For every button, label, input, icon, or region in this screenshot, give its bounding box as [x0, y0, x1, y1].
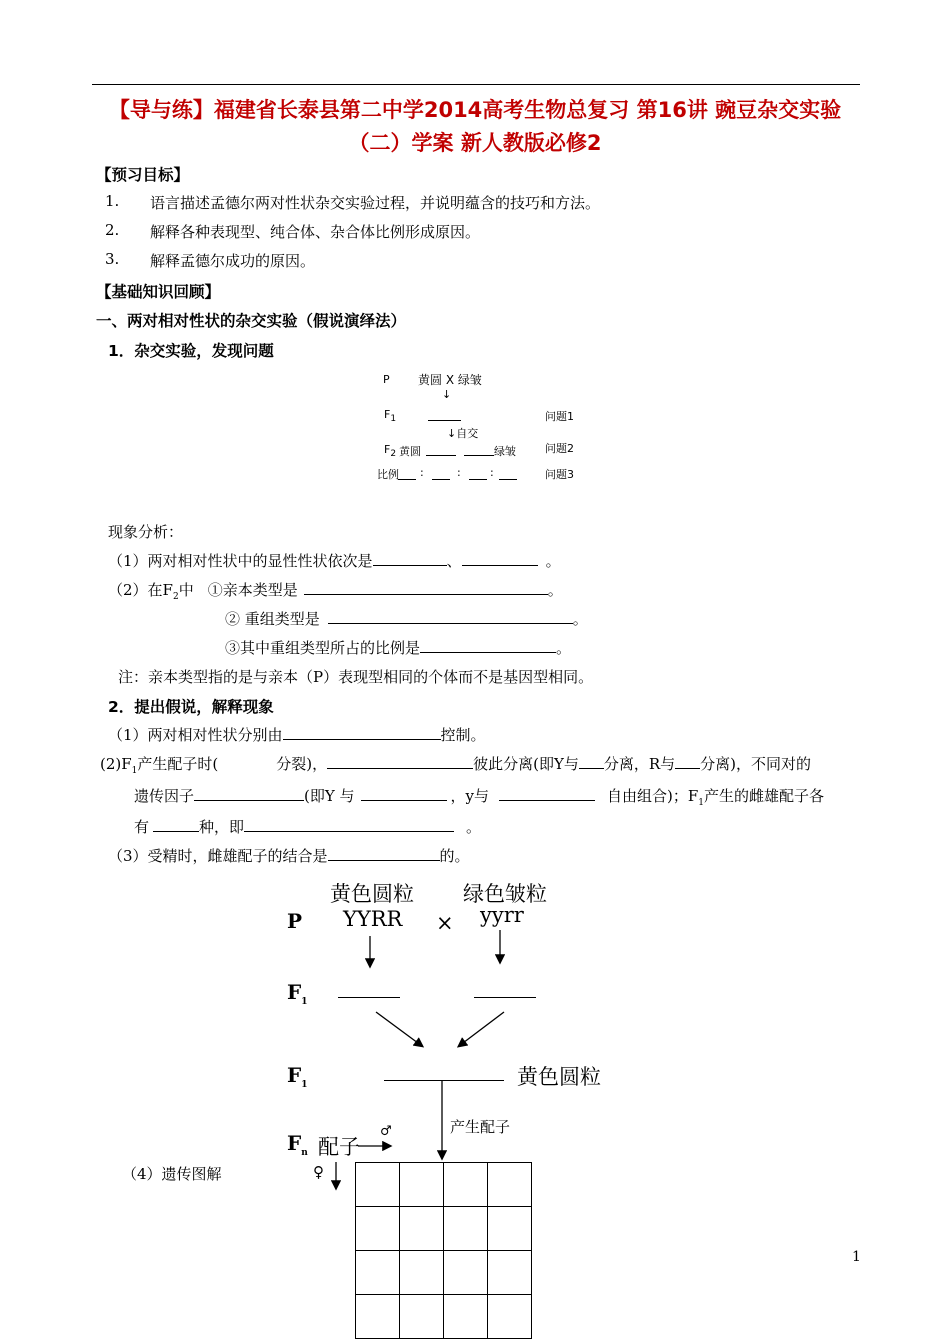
- female-icon: ♀: [313, 1163, 324, 1181]
- hyp-p2-line2-sub: 1: [698, 798, 705, 808]
- punnett-cell[interactable]: [444, 1163, 488, 1207]
- punnett-cell[interactable]: [444, 1207, 488, 1251]
- analysis-q1-end: 。: [545, 552, 561, 570]
- punnett-cell[interactable]: [400, 1295, 444, 1339]
- hyp-p2-f: 分离)，不同对的: [700, 755, 812, 773]
- down-arrow-icon: ↓: [442, 388, 452, 401]
- hyp-p2-d: 彼此分离(即Y与: [473, 755, 579, 773]
- punnett-cell[interactable]: [488, 1163, 532, 1207]
- hyp-p2-line2-b: (即Y 与: [304, 787, 355, 805]
- hyp-p2-sub: 1: [131, 766, 138, 776]
- produce-gametes-label: 产生配子: [450, 1118, 511, 1136]
- goal-text-3: 解释孟德尔成功的原因。: [150, 252, 316, 270]
- p-label: P: [383, 373, 390, 386]
- question-1: 问题1: [545, 410, 574, 423]
- analysis-q2-a: ①亲本类型是: [207, 581, 298, 599]
- self-cross-label: ↓自交: [447, 427, 479, 440]
- review-heading: 【基础知识回顾】: [96, 283, 221, 301]
- cross-text: 黄圆 X 绿皱: [418, 373, 482, 387]
- hyp-p2-line2-d: 自由组合)；F: [607, 787, 699, 805]
- hyp-p2-line2-a: 遗传因子: [134, 787, 195, 805]
- genetic-diagram-label: （4）遗传图解: [122, 1165, 222, 1183]
- f2-yellow-round: 黄圆: [399, 445, 421, 458]
- f1-gamete-blank-left[interactable]: [338, 997, 400, 998]
- ratio-sep-1: :: [420, 466, 424, 479]
- big-f1-sub: 1: [301, 997, 308, 1007]
- punnett-cell[interactable]: [400, 1251, 444, 1295]
- analysis-note: 注：亲本类型指的是与亲本（P）表现型相同的个体而不是基因型相同。: [118, 668, 594, 686]
- big-fn-label: F: [287, 1131, 302, 1155]
- hyp-p2-line3-a: 有: [134, 818, 150, 836]
- goal-text-2: 解释各种表现型、纯合体、杂合体比例形成原因。: [150, 223, 481, 241]
- document-title-line2: （二）学案 新人教版必修2: [348, 131, 602, 155]
- cross-symbol: ×: [436, 911, 454, 935]
- analysis-q2-pre: （2）在F: [108, 581, 173, 599]
- analysis-q1-text: （1）两对相对性状中的显性性状依次是: [108, 552, 373, 570]
- goal-num-1: 1.: [105, 192, 120, 210]
- male-icon: ♂: [380, 1124, 392, 1139]
- ratio-sep-2: :: [457, 466, 461, 479]
- punnett-cell[interactable]: [488, 1295, 532, 1339]
- analysis-q2-c: ③其中重组类型所占的比例是: [225, 639, 421, 657]
- page-number: 1: [852, 1249, 861, 1265]
- f1-label: F: [384, 408, 391, 421]
- punnett-cell[interactable]: [488, 1207, 532, 1251]
- f1-sub: 1: [390, 414, 397, 425]
- goal-num-3: 3.: [105, 250, 120, 268]
- arrow-merge-left: [376, 1012, 422, 1046]
- analysis-q2-b: ② 重组类型是: [225, 610, 320, 628]
- section-1-heading: 一、两对相对性状的杂交实验（假说演绎法）: [96, 312, 407, 330]
- punnett-cell[interactable]: [356, 1295, 400, 1339]
- f2-sub: 2: [390, 449, 397, 460]
- hyp-p2-e: 分离，R与: [603, 755, 676, 773]
- hyp-p2-line2-e: 产生的雌雄配子各: [704, 787, 825, 805]
- punnett-cell[interactable]: [356, 1207, 400, 1251]
- analysis-q1-sep: 、: [446, 552, 462, 570]
- document-title-line1: 【导与练】福建省长泰县第二中学2014高考生物总复习 第16讲 豌豆杂交实验: [108, 98, 842, 122]
- big-f1b-sub: 1: [301, 1080, 308, 1090]
- hyp-p2-a: (2)F: [100, 755, 132, 773]
- analysis-q2-c-end: 。: [556, 639, 572, 657]
- ratio-label: 比例: [377, 468, 399, 481]
- analysis-q2-b-end: 。: [572, 610, 588, 628]
- punnett-row: [356, 1295, 532, 1339]
- analysis-q2-a-end: 。: [547, 581, 563, 599]
- hyp-p1-text: （1）两对相对性状分别由: [108, 726, 283, 744]
- question-2: 问题2: [545, 442, 574, 455]
- punnett-cell[interactable]: [488, 1251, 532, 1295]
- goals-heading: 【预习目标】: [96, 166, 190, 184]
- punnett-square: [355, 1162, 532, 1339]
- parent-yellow-round: 黄色圆粒: [330, 882, 414, 906]
- f2-label: F: [384, 443, 391, 456]
- f2-green-wrinkled: 绿皱: [494, 445, 516, 458]
- punnett-cell[interactable]: [356, 1251, 400, 1295]
- f1-phenotype: 黄色圆粒: [517, 1065, 601, 1089]
- gametes-label: 配子: [318, 1135, 360, 1159]
- punnett-row: [356, 1163, 532, 1207]
- goal-num-2: 2.: [105, 221, 120, 239]
- punnett-cell[interactable]: [400, 1163, 444, 1207]
- big-f1-label: F: [287, 980, 302, 1004]
- hyp-p2-c: 分裂)，: [276, 755, 328, 773]
- punnett-cell[interactable]: [444, 1251, 488, 1295]
- genotype-yyrr-dominant: YYRR: [343, 907, 403, 931]
- question-3: 问题3: [545, 468, 574, 481]
- hyp-p2-line3-b: 种，即: [199, 818, 245, 836]
- parent-green-wrinkled: 绿色皱粒: [463, 882, 547, 906]
- hyp-p2-line3-c: 。: [466, 818, 482, 836]
- hyp-p2-b: 产生配子时(: [137, 755, 219, 773]
- f1-gamete-blank-right[interactable]: [474, 997, 536, 998]
- subsection-1-heading: 1．杂交实验，发现问题: [108, 342, 274, 360]
- analysis-q2-mid: 中: [178, 581, 194, 599]
- ratio-sep-3: :: [490, 466, 494, 479]
- big-fn-sub: n: [301, 1148, 308, 1158]
- hyp-p3-end: 的。: [439, 847, 470, 865]
- punnett-row: [356, 1207, 532, 1251]
- analysis-q2-sub: 2: [172, 592, 179, 602]
- subsection-2-heading: 2．提出假说，解释现象: [108, 698, 274, 716]
- hyp-p3-text: （3）受精时，雌雄配子的结合是: [108, 847, 328, 865]
- hyp-p1-end: 控制。: [440, 726, 486, 744]
- punnett-cell[interactable]: [444, 1295, 488, 1339]
- genotype-yyrr-recessive: yyrr: [480, 903, 524, 927]
- big-p-label: P: [287, 909, 303, 933]
- f1-genotype-blank[interactable]: [384, 1080, 504, 1081]
- analysis-heading: 现象分析：: [108, 523, 184, 541]
- hyp-p2-line2-c: ，y与: [450, 787, 490, 805]
- punnett-cell[interactable]: [400, 1207, 444, 1251]
- big-f1b-label: F: [287, 1063, 302, 1087]
- arrow-merge-right: [459, 1012, 504, 1046]
- goal-text-1: 语言描述孟德尔两对性状杂交实验过程，并说明蕴含的技巧和方法。: [150, 194, 601, 212]
- punnett-cell[interactable]: [356, 1163, 400, 1207]
- punnett-row: [356, 1251, 532, 1295]
